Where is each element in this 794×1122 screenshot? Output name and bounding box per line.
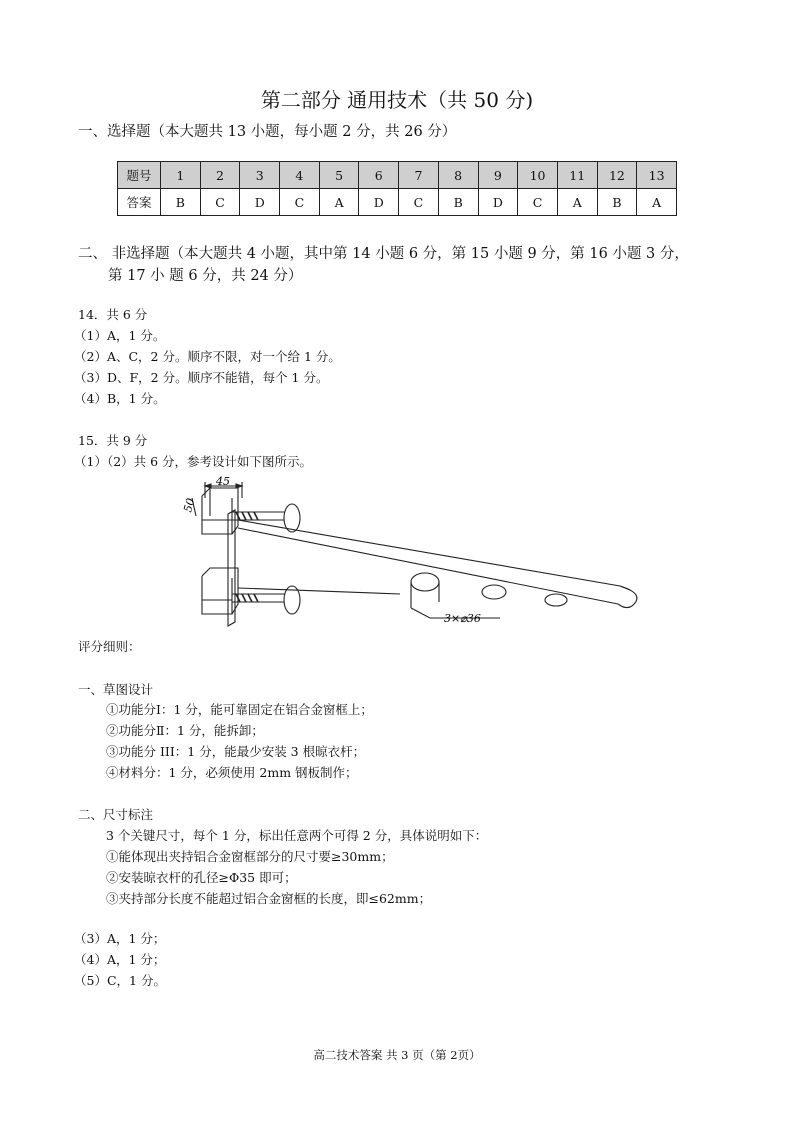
dimension-label-50: 50 bbox=[181, 496, 198, 514]
question-number: 4 bbox=[280, 162, 320, 189]
question-number: 10 bbox=[518, 162, 558, 189]
answer-cell: C bbox=[200, 189, 240, 216]
upper-screw-knob bbox=[284, 504, 300, 532]
part1-line: ②功能分Ⅱ：1 分，能拆卸； bbox=[106, 723, 264, 738]
question-number: 2 bbox=[200, 162, 240, 189]
tail-line: （5）C，1 分。 bbox=[74, 973, 166, 988]
part1-heading: 一、草图设计 bbox=[78, 682, 154, 697]
rod-hole-2 bbox=[482, 585, 506, 599]
answer-table-number-row bbox=[118, 162, 677, 189]
tail-line: （4）A，1 分； bbox=[74, 952, 166, 967]
part2-heading: 二、尺寸标注 bbox=[78, 807, 154, 822]
answer-cell: B bbox=[597, 189, 637, 216]
row-label-answer: 答案 bbox=[118, 189, 161, 216]
question-number: 12 bbox=[597, 162, 637, 189]
question-number: 1 bbox=[161, 162, 201, 189]
q15-intro: （1）（2）共 6 分，参考设计如下图所示。 bbox=[74, 454, 313, 469]
answer-cell: D bbox=[359, 189, 399, 216]
page-footer: 高二技术答案 共 3 页（第 2页） bbox=[313, 1048, 481, 1062]
answer-cell: A bbox=[319, 189, 359, 216]
q15-title: 15．共 9 分 bbox=[78, 433, 148, 448]
rod-hole-3 bbox=[545, 594, 567, 606]
scoring-title: 评分细则： bbox=[78, 639, 141, 654]
answer-cell: B bbox=[438, 189, 478, 216]
question-number: 7 bbox=[399, 162, 439, 189]
question-number: 6 bbox=[359, 162, 399, 189]
answer-cell: A bbox=[557, 189, 597, 216]
answer-cell: D bbox=[478, 189, 518, 216]
answer-cell: B bbox=[161, 189, 201, 216]
section2-heading-line1: 二、 非选择题（本大题共 4 小题，其中第 14 小题 6 分，第 15 小题 9 分，第 16 小题 3 分， bbox=[78, 246, 689, 262]
upper-screw bbox=[232, 512, 288, 520]
q14-line: （2）A、C，2 分。顺序不限，对一个给 1 分。 bbox=[74, 349, 341, 364]
drying-rack-bracket-figure bbox=[180, 476, 650, 636]
question-number: 5 bbox=[319, 162, 359, 189]
answer-cell: C bbox=[518, 189, 558, 216]
tail-line: （3）A，1 分； bbox=[74, 931, 166, 946]
part1-line: ③功能分 III：1 分，能最少安装 3 根晾衣杆； bbox=[106, 744, 366, 759]
question-number: 9 bbox=[478, 162, 518, 189]
part2-line: ②安装晾衣杆的孔径≥Φ35 即可； bbox=[106, 870, 297, 885]
answer-cell: C bbox=[280, 189, 320, 216]
q14-title: 14．共 6 分 bbox=[78, 307, 148, 322]
rod-hole-1 bbox=[411, 573, 439, 591]
part1-line: ①功能分Ⅰ：1 分，能可靠固定在铝合金窗框上； bbox=[106, 702, 373, 717]
answer-table-answer-row bbox=[118, 189, 677, 216]
section1-heading: 一、选择题（本大题共 13 小题，每小题 2 分，共 26 分） bbox=[78, 124, 457, 140]
q14-line: （4）B，1 分。 bbox=[74, 391, 166, 406]
q14-line: （3）D、F，2 分。顺序不能错，每个 1 分。 bbox=[74, 370, 329, 385]
part2-line: ③夹持部分长度不能超过铝合金窗框的长度，即≤62mm； bbox=[106, 891, 432, 906]
lower-screw bbox=[232, 594, 288, 602]
row-label-number: 题号 bbox=[118, 162, 161, 189]
q14-line: （1）A，1 分。 bbox=[74, 328, 166, 343]
question-number: 3 bbox=[240, 162, 280, 189]
section2-heading-line2: 第 17 小 题 6 分，共 24 分） bbox=[108, 268, 303, 284]
question-number: 13 bbox=[637, 162, 677, 189]
answer-cell: D bbox=[240, 189, 280, 216]
question-number: 8 bbox=[438, 162, 478, 189]
part2-line: ①能体现出夹持铝合金窗框部分的尺寸要≥30mm； bbox=[106, 849, 394, 864]
question-number: 11 bbox=[557, 162, 597, 189]
answer-cell: A bbox=[637, 189, 677, 216]
part2-line: 3 个关键尺寸，每个 1 分，标出任意两个可得 2 分，具体说明如下： bbox=[106, 828, 488, 843]
answer-cell: C bbox=[399, 189, 439, 216]
dimension-label-45: 45 bbox=[216, 476, 230, 488]
answer-table bbox=[117, 161, 677, 216]
holes-label: 3×⌀36 bbox=[444, 612, 481, 625]
page-title: 第二部分 通用技术（共 50 分) bbox=[260, 88, 534, 112]
part1-line: ④材料分：1 分，必须使用 2mm 钢板制作； bbox=[106, 765, 358, 780]
